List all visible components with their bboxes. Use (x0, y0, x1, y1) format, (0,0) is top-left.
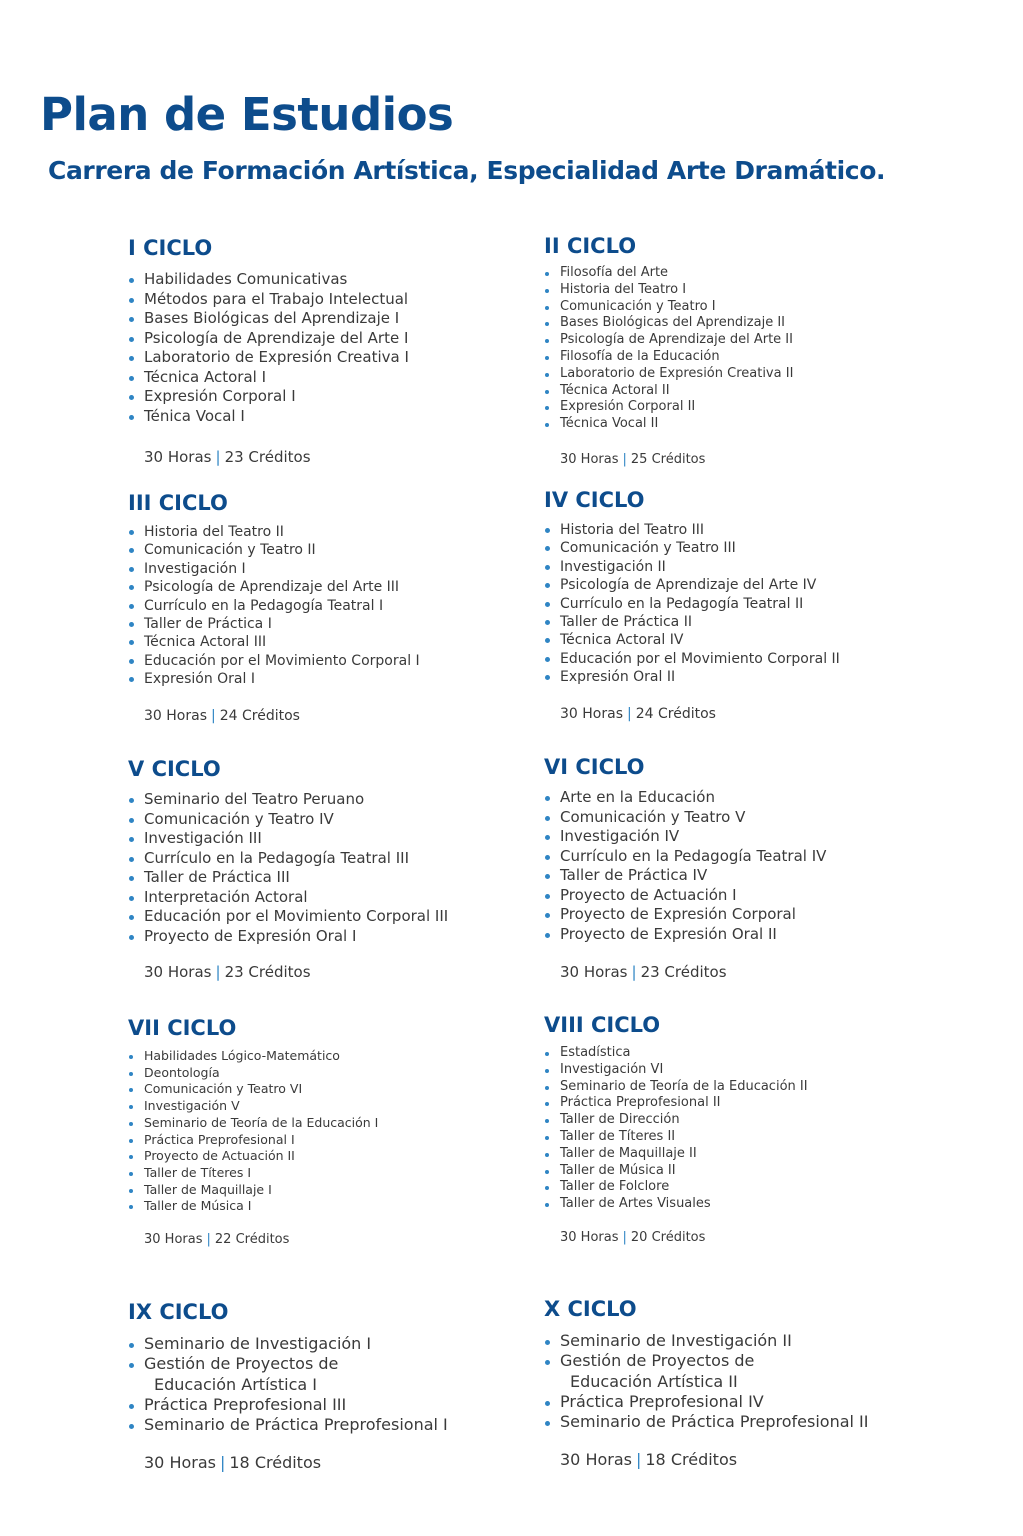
course-list (128, 1334, 568, 1435)
course-item: Arte en la Educación (544, 788, 984, 808)
separator: | (622, 1229, 627, 1245)
cycle-1 (128, 236, 568, 466)
course-item: Deontología (128, 1065, 568, 1082)
course-item: Taller de Maquillaje II (544, 1146, 984, 1163)
course-item: Técnica Actoral IV (544, 631, 984, 649)
course-item: Seminario de Práctica Preprofesional II (544, 1412, 984, 1432)
course-item: Técnica Actoral I (128, 368, 568, 388)
course-list (544, 788, 984, 944)
course-name-continuation: Educación Artística II (570, 1371, 738, 1391)
cycle-summary (128, 708, 568, 724)
course-item: Seminario de Teoría de la Educación I (128, 1115, 568, 1132)
cycle-title: VII CICLO (128, 1016, 237, 1040)
course-item: Proyecto de Expresión Oral II (544, 925, 984, 945)
course-item: Psicología de Aprendizaje del Arte II (544, 332, 984, 349)
course-item: Taller de Títeres I (128, 1165, 568, 1182)
cycle-title: VI CICLO (544, 755, 645, 779)
separator: | (635, 1450, 642, 1470)
course-item: Bases Biológicas del Aprendizaje II (544, 315, 984, 332)
course-item: Comunicación y Teatro I (544, 299, 984, 316)
course-item: Bases Biológicas del Aprendizaje I (128, 309, 568, 329)
course-item: Técnica Actoral II (544, 383, 984, 400)
course-item: Educación por el Movimiento Corporal III (128, 907, 568, 927)
course-item: Habilidades Lógico-Matemático (128, 1048, 568, 1065)
course-list (128, 790, 568, 946)
cycle-title: X CICLO (544, 1297, 637, 1321)
cycle-title: II CICLO (544, 234, 637, 258)
course-item: Práctica Preprofesional II (544, 1095, 984, 1112)
cycle-3 (128, 491, 568, 724)
cycle-summary (544, 1230, 984, 1245)
course-item: Comunicación y Teatro III (544, 539, 984, 557)
cycle-summary (128, 1232, 568, 1247)
separator: | (627, 705, 632, 722)
course-name-continuation: Educación Artística I (154, 1374, 317, 1394)
course-item: Métodos para el Trabajo Intelectual (128, 290, 568, 310)
course-item: Expresión Corporal II (544, 399, 984, 416)
separator: | (631, 963, 637, 981)
course-item: Educación por el Movimiento Corporal I (128, 652, 568, 670)
course-item: Historia del Teatro I (544, 282, 984, 299)
cycle-title: IV CICLO (544, 488, 645, 512)
course-item: Taller de Música II (544, 1163, 984, 1180)
cycle-5 (128, 757, 568, 981)
course-item: Proyecto de Expresión Oral I (128, 927, 568, 947)
course-name: Gestión de Proyectos de (560, 1351, 755, 1371)
course-item: Investigación VI (544, 1062, 984, 1079)
course-item: Filosofía del Arte (544, 265, 984, 282)
course-item: Técnica Vocal II (544, 416, 984, 433)
course-item: Seminario del Teatro Peruano (128, 790, 568, 810)
credits-label: 23 Créditos (640, 963, 727, 981)
course-item: Taller de Práctica IV (544, 866, 984, 886)
separator: | (622, 451, 627, 467)
course-item: Investigación I (128, 560, 568, 578)
course-item: Práctica Preprofesional I (128, 1132, 568, 1149)
course-item: Taller de Práctica II (544, 613, 984, 631)
separator: | (206, 1232, 211, 1248)
separator: | (215, 963, 221, 981)
cycle-title: VIII CICLO (544, 1013, 661, 1037)
course-list (544, 1331, 984, 1432)
course-item: Currículo en la Pedagogía Teatral I (128, 597, 568, 615)
separator: | (219, 1453, 226, 1473)
hours-label: 30 Horas (144, 963, 212, 981)
cycle-6 (544, 755, 984, 981)
course-list (128, 1048, 568, 1215)
course-item: Ténica Vocal I (128, 407, 568, 427)
course-item: Seminario de Investigación I (128, 1334, 568, 1354)
page-subtitle: Carrera de Formación Artística, Especialidad Arte Dramático. (48, 156, 886, 185)
course-item: Psicología de Aprendizaje del Arte I (128, 329, 568, 349)
hours-label: 30 Horas (144, 448, 212, 466)
hours-label: 30 Horas (560, 705, 623, 722)
course-item: Expresión Oral I (128, 670, 568, 688)
course-item: Taller de Música I (128, 1198, 568, 1215)
cycle-summary (544, 452, 984, 467)
cycle-4 (544, 488, 984, 722)
course-list (128, 270, 568, 426)
page-title: Plan de Estudios (40, 88, 454, 141)
course-item: Comunicación y Teatro V (544, 808, 984, 828)
credits-label: 18 Créditos (645, 1450, 738, 1470)
course-item: Seminario de Investigación II (544, 1331, 984, 1351)
course-item: Expresión Corporal I (128, 387, 568, 407)
course-item: Investigación IV (544, 827, 984, 847)
course-item: Taller de Práctica III (128, 868, 568, 888)
course-item: Comunicación y Teatro VI (128, 1081, 568, 1098)
course-list (544, 265, 984, 433)
course-item: Taller de Maquillaje I (128, 1182, 568, 1199)
course-item (128, 1354, 568, 1395)
credits-label: 22 Créditos (214, 1232, 290, 1248)
cycle-8 (544, 1013, 984, 1245)
course-item: Taller de Dirección (544, 1112, 984, 1129)
cycle-title: IX CICLO (128, 1300, 229, 1324)
course-item: Investigación II (544, 558, 984, 576)
cycle-title: III CICLO (128, 491, 228, 515)
course-name: Gestión de Proyectos de (144, 1354, 339, 1374)
course-item: Práctica Preprofesional IV (544, 1392, 984, 1412)
course-item: Comunicación y Teatro IV (128, 810, 568, 830)
cycle-summary (544, 706, 984, 722)
course-item: Currículo en la Pedagogía Teatral IV (544, 847, 984, 867)
hours-label: 30 Horas (560, 451, 619, 467)
separator: | (211, 707, 216, 724)
credits-label: 23 Créditos (224, 963, 311, 981)
course-item: Currículo en la Pedagogía Teatral II (544, 595, 984, 613)
course-item: Proyecto de Actuación I (544, 886, 984, 906)
hours-label: 30 Horas (560, 963, 628, 981)
credits-label: 18 Créditos (229, 1453, 322, 1473)
course-item (544, 1351, 984, 1392)
course-item: Laboratorio de Expresión Creativa I (128, 348, 568, 368)
course-item: Investigación V (128, 1098, 568, 1115)
hours-label: 30 Horas (144, 1232, 203, 1248)
cycle-summary (128, 963, 568, 981)
course-item: Seminario de Práctica Preprofesional I (128, 1415, 568, 1435)
course-item: Taller de Práctica I (128, 615, 568, 633)
course-item: Psicología de Aprendizaje del Arte III (128, 578, 568, 596)
credits-label: 24 Créditos (635, 705, 716, 722)
course-item: Seminario de Teoría de la Educación II (544, 1079, 984, 1096)
course-list (544, 521, 984, 687)
cycle-summary (544, 1450, 984, 1469)
course-item: Proyecto de Actuación II (128, 1148, 568, 1165)
hours-label: 30 Horas (144, 707, 207, 724)
course-item: Estadística (544, 1045, 984, 1062)
course-item: Currículo en la Pedagogía Teatral III (128, 849, 568, 869)
course-item: Taller de Folclore (544, 1179, 984, 1196)
cycle-summary (128, 448, 568, 466)
credits-label: 23 Créditos (224, 448, 311, 466)
cycle-title: V CICLO (128, 757, 221, 781)
separator: | (215, 448, 221, 466)
course-item: Práctica Preprofesional III (128, 1395, 568, 1415)
cycle-summary (128, 1453, 568, 1472)
cycle-summary (544, 963, 984, 981)
course-item: Psicología de Aprendizaje del Arte IV (544, 576, 984, 594)
hours-label: 30 Horas (560, 1450, 632, 1470)
course-list (544, 1045, 984, 1213)
course-item: Filosofía de la Educación (544, 349, 984, 366)
course-item: Historia del Teatro II (128, 523, 568, 541)
cycle-9 (128, 1300, 568, 1472)
course-item: Habilidades Comunicativas (128, 270, 568, 290)
cycle-title: I CICLO (128, 236, 213, 260)
course-item: Investigación III (128, 829, 568, 849)
course-item: Historia del Teatro III (544, 521, 984, 539)
hours-label: 30 Horas (144, 1453, 216, 1473)
hours-label: 30 Horas (560, 1229, 619, 1245)
course-item: Laboratorio de Expresión Creativa II (544, 366, 984, 383)
course-list (128, 523, 568, 689)
cycle-10 (544, 1297, 984, 1469)
course-item: Proyecto de Expresión Corporal (544, 905, 984, 925)
course-item: Educación por el Movimiento Corporal II (544, 650, 984, 668)
credits-label: 25 Créditos (630, 451, 706, 467)
course-item: Taller de Títeres II (544, 1129, 984, 1146)
course-item: Expresión Oral II (544, 668, 984, 686)
course-item: Taller de Artes Visuales (544, 1196, 984, 1213)
course-item: Comunicación y Teatro II (128, 541, 568, 559)
course-item: Técnica Actoral III (128, 633, 568, 651)
credits-label: 20 Créditos (630, 1229, 706, 1245)
cycle-2 (544, 234, 984, 467)
cycle-7 (128, 1016, 568, 1247)
credits-label: 24 Créditos (219, 707, 300, 724)
course-item: Interpretación Actoral (128, 888, 568, 908)
